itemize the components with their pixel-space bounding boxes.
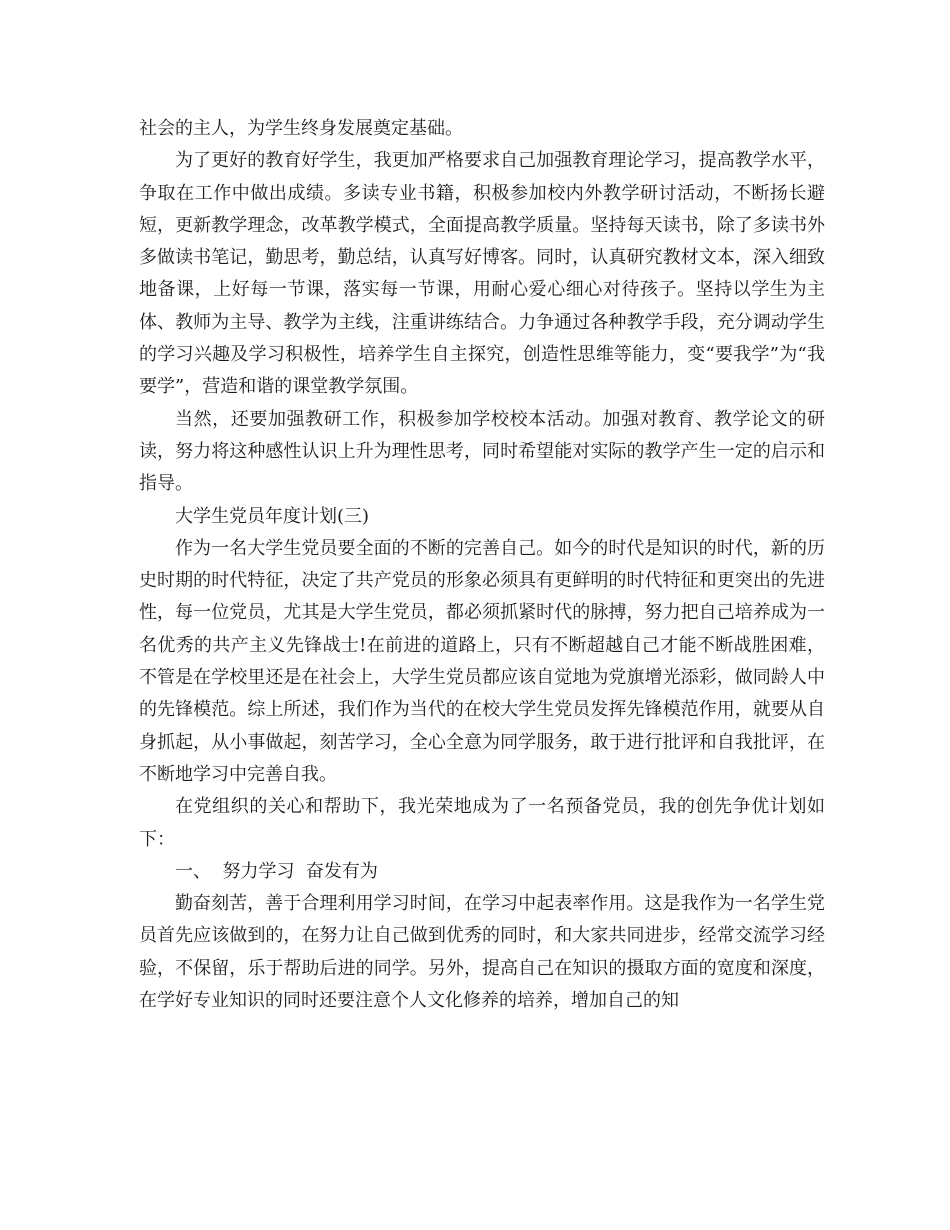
paragraph-teaching-study: 为了更好的教育好学生，我更加严格要求自己加强教育理论学习，提高教学水平，争取在工作中做出成绩。多读专业书籍，积极参加校内外教学研讨活动，不断扬长避短，更新教学理念，改革教学模式，全面提高教学质量。坚持每天读书，除了多读书外多做读书笔记，勤思考，勤总结，认真写好博客。同时，认真研究教材文本，深入细致地备课，上好每一节课，落实每一节课，用耐心爱心细心对待孩子。坚持以学生为主体、教师为主导、教学为主线，注重讲练结合。力争通过各种教学手段，充分调动学生的学习兴趣及学习积极性，培养学生自主探究，创造性思维等能力，变“要我学”为“我要学”，营造和谐的课堂教学氛围。 [139, 150, 825, 398]
paragraph-plan-intro: 在党组织的关心和帮助下，我光荣地成为了一名预备党员，我的创先争优计划如下： [139, 796, 825, 850]
paragraph-party-member-intro: 作为一名大学生党员要全面的不断的完善自己。如今的时代是知识的时代，新的历史时期的时代特征，决定了共产党员的形象必须具有更鲜明的时代特征和更突出的先进性，每一位党员，尤其是大学生党员，都必须抓紧时代的脉搏，努力把自己培养成为一名优秀的共产主义先锋战士!在前进的道路上，只有不断超越自己才能不断战胜困难，不管是在学校里还是在社会上，大学生党员都应该自觉地为党旗增光添彩，做同龄人中的先锋模范。综上所述，我们作为当代的在校大学生党员发挥先锋模范作用，就要从自身抓起，从小事做起，刻苦学习，全心全意为同学服务，敢于进行批评和自我批评，在不断地学习中完善自我。 [139, 537, 825, 785]
paragraph-continuation: 社会的主人，为学生终身发展奠定基础。 [139, 118, 463, 139]
paragraph-study-details: 勤奋刻苦，善于合理利用学习时间，在学习中起表率作用。这是我作为一名学生党员首先应该做到的，在努力让自己做到优秀的同时，和大家共同进步，经常交流学习经验，不保留，乐于帮助后进的同学。另外，提高自己在知识的摄取方面的宽度和深度，在学好专业知识的同时还要注意个人文化修养的培养，增加自己的知 [139, 893, 825, 1012]
paragraph-research-work: 当然，还要加强教研工作，积极参加学校校本活动。加强对教育、教学论文的研读，努力将这种感性认识上升为理性思考，同时希望能对实际的教学产生一定的启示和指导。 [139, 408, 825, 495]
section-heading-plan-three: 大学生党员年度计划(三) [175, 505, 370, 527]
document-body [139, 113, 825, 1017]
subheading-study-hard: 一、 努力学习 奋发有为 [175, 860, 378, 882]
